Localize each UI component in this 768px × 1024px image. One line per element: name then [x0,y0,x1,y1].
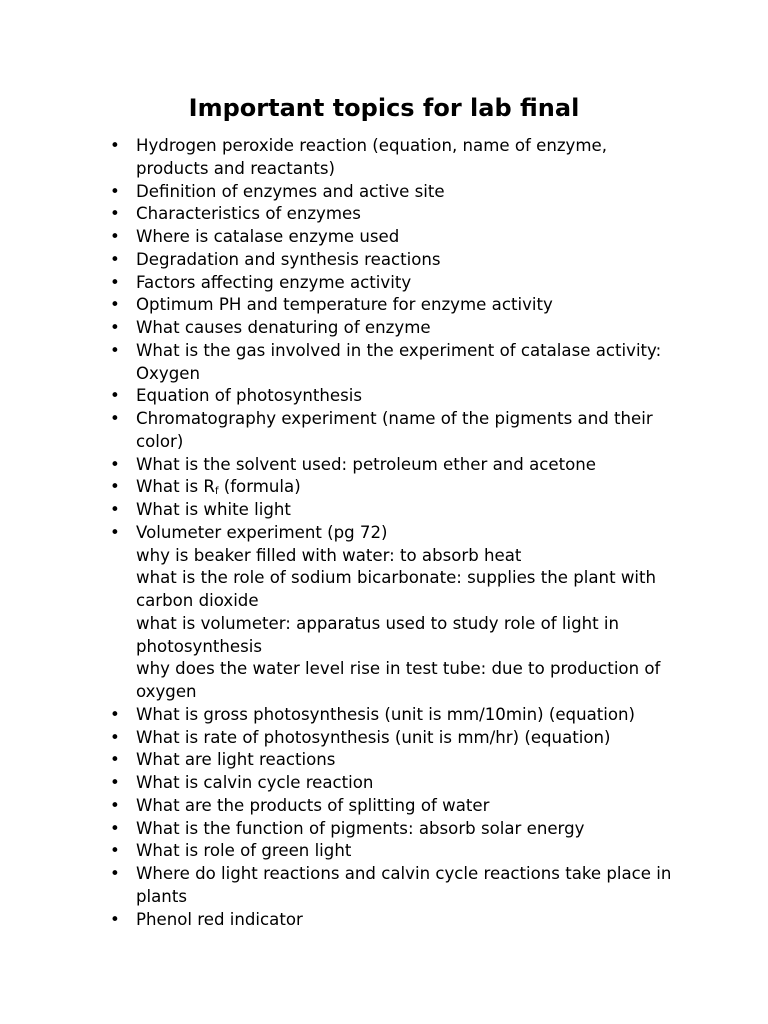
sub-question-line: why does the water level rise in test tube: due to production of oxygen [136,659,661,701]
topic-text: What is rate of photosynthesis (unit is mm/hr) (equation) [136,727,611,747]
bullet-icon: • [110,204,120,224]
list-item [110,795,680,818]
topic-text: What are the products of splitting of water [136,795,490,815]
topic-text: What is the function of pigments: absorb solar energy [136,818,585,838]
list-item [110,454,680,477]
topic-text-part: What is R [136,477,215,497]
bullet-icon: • [110,795,120,815]
list-item [110,522,680,704]
topic-text: What is the solvent used: petroleum ether and acetone [136,454,596,474]
bullet-icon: • [110,136,120,155]
list-item [110,499,680,522]
subscript-text: f [214,486,219,498]
list-item [110,317,680,340]
bullet-icon: • [110,227,120,246]
list-item [110,203,680,226]
topic-list [110,135,680,931]
list-item [110,704,680,727]
topic-text: What is the gas involved in the experiment of catalase activity: Oxygen [136,340,662,383]
sub-question-line: what is the role of sodium bicarbonate: supplies the plant with carbon dioxide [136,568,657,610]
bullet-icon: • [110,272,120,292]
bullet-icon: • [110,909,120,929]
bullet-icon: • [110,454,120,474]
topic-text: Characteristics of enzymes [136,204,361,224]
topic-text: What is white light [136,500,291,519]
list-item [110,863,680,909]
bullet-icon: • [110,841,120,861]
list-item [110,249,680,272]
topic-text: Factors affecting enzyme activity [136,272,412,292]
topic-text: Degradation and synthesis reactions [136,249,441,269]
bullet-icon: • [110,477,120,497]
topic-text: Where is catalase enzyme used [136,227,400,246]
list-item [110,727,680,750]
topic-text: What are light reactions [136,750,336,770]
list-item [110,226,680,249]
topic-text: Definition of enzymes and active site [136,181,445,201]
bullet-icon: • [110,727,120,747]
topic-text: What is calvin cycle reaction [136,773,374,792]
sub-question-line: what is volumeter: apparatus used to study role of light in photosynthesis [136,613,620,656]
topic-text: Hydrogen peroxide reaction (equation, name of enzyme, products and reactants) [136,136,608,178]
sub-question-line: why is beaker filled with water: to absorb heat [136,545,522,565]
bullet-icon: • [110,704,120,724]
bullet-icon: • [110,181,120,201]
list-item [110,408,680,454]
list-item [110,909,680,932]
bullet-icon: • [110,818,120,838]
list-item [110,294,680,317]
bullet-icon: • [110,295,120,315]
topic-text: Where do light reactions and calvin cycle reactions take place in plants [136,864,672,906]
list-item [110,840,680,863]
bullet-icon: • [110,318,120,337]
topic-text: What is gross photosynthesis (unit is mm/10min) (equation) [136,704,636,724]
list-item [110,749,680,772]
topic-text: Chromatography experiment (name of the pigments and their color) [136,409,653,451]
topic-text: Equation of photosynthesis [136,386,363,406]
topic-text: What is role of green light [136,841,352,861]
topic-text: Phenol red indicator [136,909,303,929]
list-item [110,385,680,408]
bullet-icon: • [110,386,120,406]
list-item [110,340,680,386]
topic-text-part: (formula) [218,477,301,497]
list-item [110,135,680,181]
topic-text: Volumeter experiment (pg 72) [136,522,388,542]
document-title: Important topics for lab final [188,94,580,122]
bullet-icon: • [110,864,120,883]
topic-text [136,477,301,496]
bullet-icon: • [110,249,120,269]
list-item [110,476,680,499]
bullet-icon: • [110,773,120,792]
bullet-icon: • [110,522,120,542]
bullet-icon: • [110,500,120,519]
list-item [110,772,680,795]
topic-text: Optimum PH and temperature for enzyme activity [136,295,553,315]
bullet-icon: • [110,750,120,770]
topic-text: What causes denaturing of enzyme [136,318,431,337]
bullet-icon: • [110,340,120,360]
bullet-icon: • [110,409,120,428]
list-item [110,181,680,204]
list-item [110,272,680,295]
list-item [110,818,680,841]
